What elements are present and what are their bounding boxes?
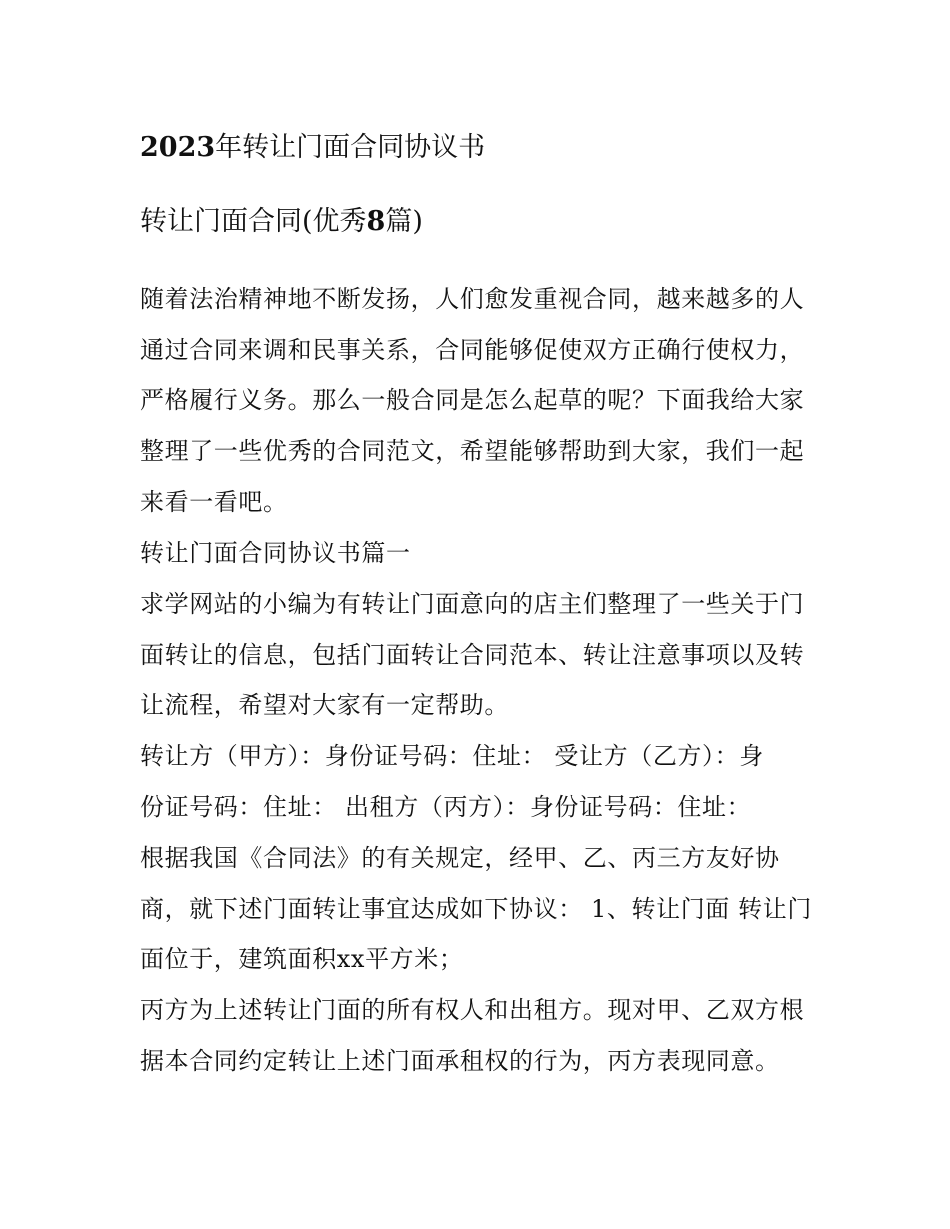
paragraph-line: 随着法治精神地不断发扬，人们愈发重视合同，越来越多的人 — [140, 285, 805, 313]
paragraph-line: 根据我国《合同法》的有关规定，经甲、乙、丙三方友好协 — [140, 844, 780, 872]
paragraph-line: 整理了一些优秀的合同范文，希望能够帮助到大家，我们一起 — [140, 437, 805, 465]
paragraph-line: 通过合同来调和民事关系，合同能够促使双方正确行使权力， — [140, 336, 805, 364]
paragraph-line: 来看一看吧。 — [140, 488, 288, 516]
paragraph-line: 份证号码：住址： 出租方（丙方）：身份证号码：住址： — [140, 793, 752, 821]
paragraph-line: 让流程，希望对大家有一定帮助。 — [140, 691, 509, 719]
paragraph-line: 据本合同约定转让上述门面承租权的行为，丙方表现同意。 — [140, 1047, 780, 1075]
paragraph-line: 面位于，建筑面积xx平方米； — [140, 945, 464, 973]
section-heading: 转让门面合同协议书篇一 — [140, 539, 411, 567]
paragraph-line: 丙方为上述转让门面的所有权人和出租方。现对甲、乙双方根 — [140, 996, 805, 1024]
document-title-line-2: 转让门面合同(优秀8篇) — [140, 206, 423, 237]
paragraph-line: 求学网站的小编为有转让门面意向的店主们整理了一些关于门 — [140, 590, 805, 618]
paragraph-line: 商，就下述门面转让事宜达成如下协议： 1、转让门面 转让门 — [140, 895, 812, 923]
paragraph-line: 转让方（甲方）：身份证号码：住址： 受让方（乙方）：身 — [140, 742, 764, 770]
paragraph-line: 面转让的信息，包括门面转让合同范本、转让注意事项以及转 — [140, 641, 805, 669]
paragraph-line: 严格履行义务。那么一般合同是怎么起草的呢？下面我给大家 — [140, 386, 805, 414]
document-title-line-1: 2023年转让门面合同协议书 — [140, 132, 486, 163]
